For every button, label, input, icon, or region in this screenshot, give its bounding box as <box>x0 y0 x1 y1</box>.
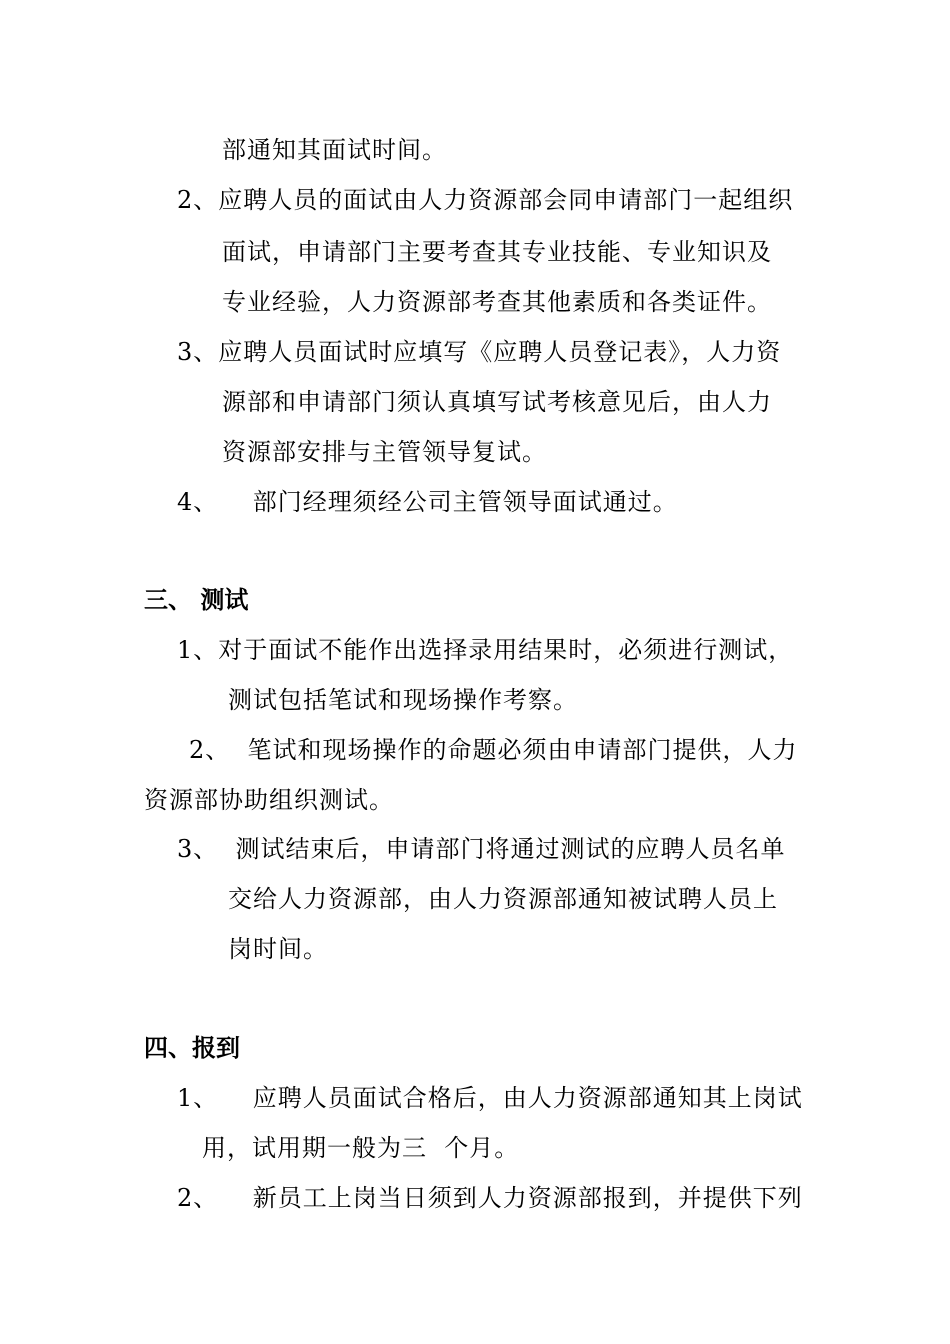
section-heading-report: 四、报到 <box>144 1034 240 1062</box>
report-item-1-line-1: 1、 应聘人员面试合格后，由人力资源部通知其上岗试 <box>177 1084 803 1112</box>
list-item-3-line-3: 资源部安排与主管领导复试。 <box>222 438 547 466</box>
test-item-1-line-2: 测试包括笔试和现场操作考察。 <box>228 686 578 714</box>
test-item-3-line-3: 岗时间。 <box>228 935 328 963</box>
report-item-1-line-2: 用，试用期一般为三 个月。 <box>202 1134 520 1162</box>
test-item-2-line-2: 资源部协助组织测试。 <box>144 786 394 814</box>
paragraph-line: 部通知其面试时间。 <box>222 136 447 164</box>
section-heading-test: 三、 测试 <box>144 586 249 614</box>
list-item-2-line-3: 专业经验，人力资源部考查其他素质和各类证件。 <box>222 288 772 316</box>
report-item-2-line-1: 2、 新员工上岗当日须到人力资源部报到，并提供下列 <box>177 1184 803 1212</box>
list-item-2-line-2: 面试，申请部门主要考查其专业技能、专业知识及 <box>222 238 772 266</box>
list-item-2-line-1: 2、应聘人员的面试由人力资源部会同申请部门一起组织 <box>177 186 794 214</box>
test-item-3-line-1: 3、 测试结束后，申请部门将通过测试的应聘人员名单 <box>177 835 786 863</box>
test-item-3-line-2: 交给人力资源部，由人力资源部通知被试聘人员上 <box>228 885 778 913</box>
list-item-3-line-2: 源部和申请部门须认真填写试考核意见后，由人力 <box>222 388 772 416</box>
list-item-4-line-1: 4、 部门经理须经公司主管领导面试通过。 <box>177 488 678 516</box>
test-item-1-line-1: 1、对于面试不能作出选择录用结果时，必须进行测试， <box>177 636 794 664</box>
test-item-2-line-1: 2、 笔试和现场操作的命题必须由申请部门提供，人力 <box>189 736 798 764</box>
list-item-3-line-1: 3、应聘人员面试时应填写《应聘人员登记表》，人力资 <box>177 338 782 366</box>
